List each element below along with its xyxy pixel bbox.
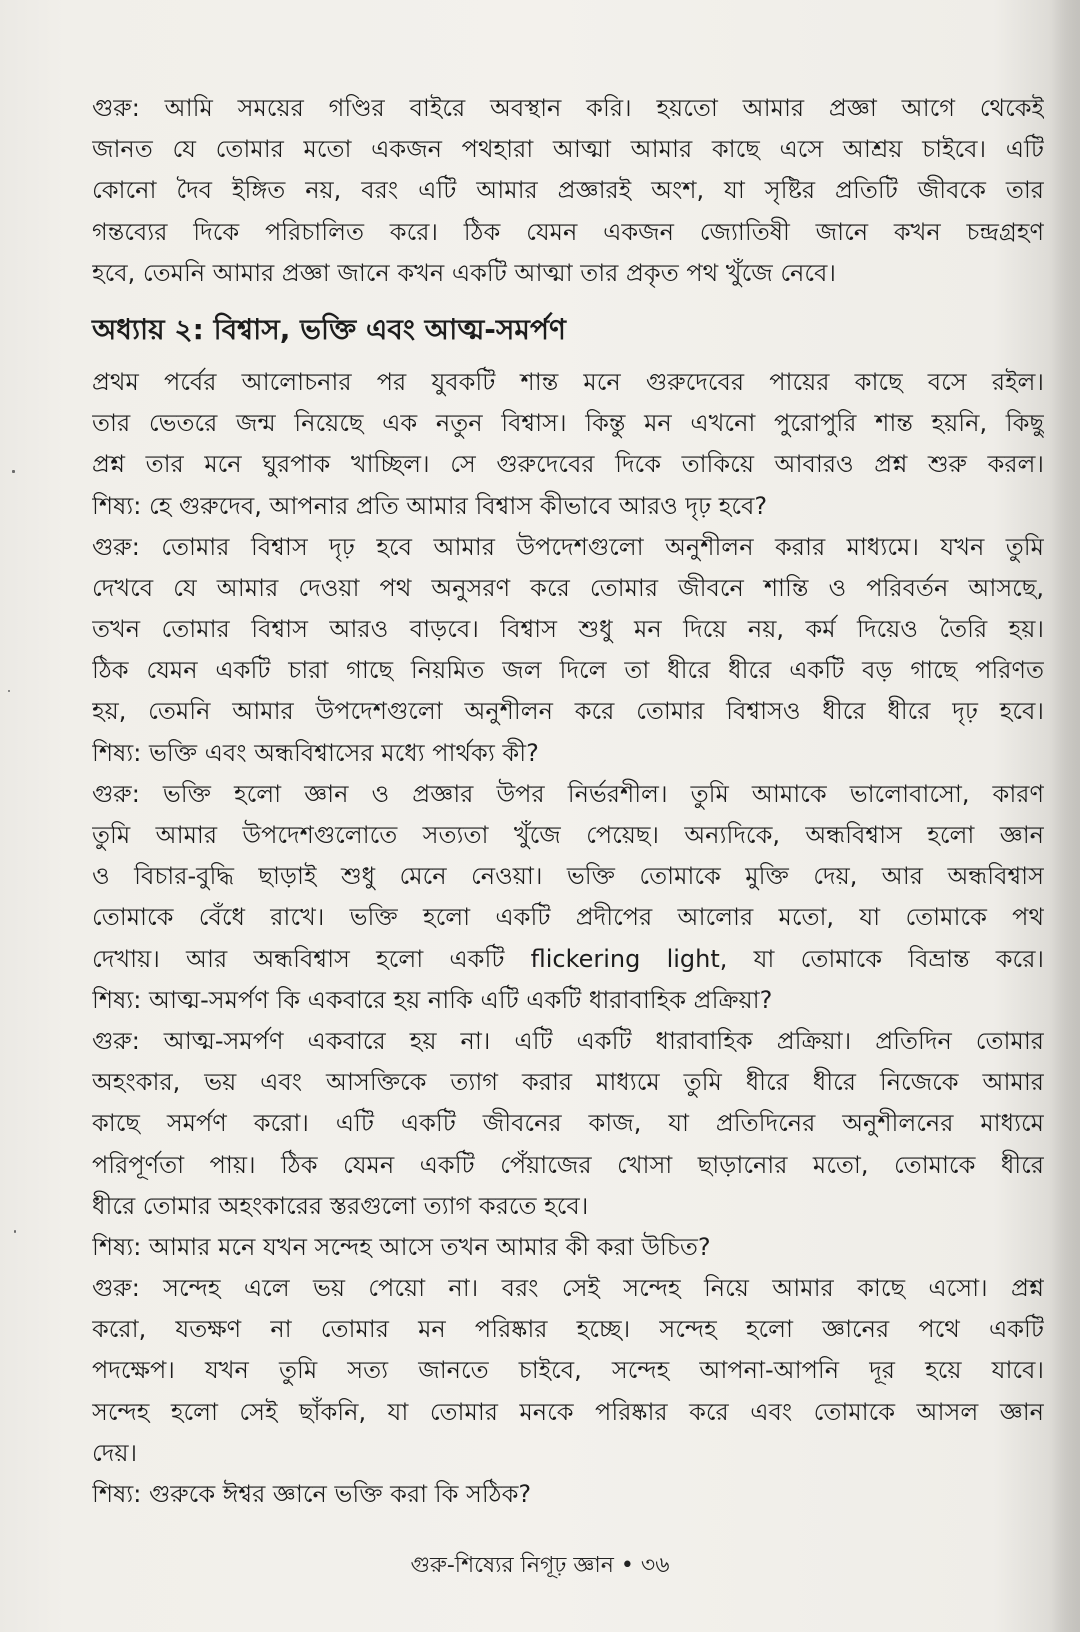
chapter-heading: অধ্যায় ২: বিশ্বাস, ভক্তি এবং আত্ম-সমর্পণ: [92, 312, 566, 346]
text-line: প্রশ্ন তার মনে ঘুরপাক খাচ্ছিল। সে গুরুদেবের দিকে তাকিয়ে আবারও প্রশ্ন শুরু করল।: [92, 450, 1044, 479]
text-line: জানত যে তোমার মতো একজন পথহারা আত্মা আমার কাছে এসে আশ্রয় চাইবে। এটি: [92, 135, 1044, 164]
text-line: প্রথম পর্বের আলোচনার পর যুবকটি শান্ত মনে গুরুদেবের পায়ের কাছে বসে রইল।: [92, 367, 1044, 396]
text-line: গুরু: আমি সময়ের গণ্ডির বাইরে অবস্থান করি। হয়তো আমার প্রজ্ঞা আগে থেকেই: [92, 94, 1044, 122]
text-line: অহংকার, ভয় এবং আসক্তিকে ত্যাগ করার মাধ্যমে তুমি ধীরে ধীরে নিজেকে আমার: [92, 1068, 1044, 1097]
text-line: তোমাকে বেঁধে রাখে। ভক্তি হলো একটি প্রদীপের আলোর মতো, যা তোমাকে পথ: [92, 903, 1044, 932]
text-line: শিষ্য: আত্ম-সমর্পণ কি একবারে হয় নাকি এটি একটি ধারাবাহিক প্রক্রিয়া?: [92, 985, 773, 1014]
dust-speck: [12, 470, 15, 473]
text-line: ও বিচার-বুদ্ধি ছাড়াই শুধু মেনে নেওয়া। ভক্তি তোমাকে মুক্তি দেয়, আর অন্ধবিশ্বাস: [92, 862, 1044, 891]
text-line: গুরু: ভক্তি হলো জ্ঞান ও প্রজ্ঞার উপর নির্ভরশীল। তুমি আমাকে ভালোবাসো, কারণ: [92, 779, 1044, 808]
text-line: গুরু: সন্দেহ এলে ভয় পেয়ো না। বরং সেই সন্দেহ নিয়ে আমার কাছে এসো। প্রশ্ন: [92, 1274, 1044, 1303]
text-line: শিষ্য: গুরুকে ঈশ্বর জ্ঞানে ভক্তি করা কি সঠিক?: [92, 1480, 532, 1508]
text-line: দেখায়। আর অন্ধবিশ্বাস হলো একটি flickering light, যা তোমাকে বিভ্রান্ত করে।: [92, 944, 1044, 973]
text-line: তুমি আমার উপদেশগুলোতে সত্যতা খুঁজে পেয়েছ। অন্যদিকে, অন্ধবিশ্বাস হলো জ্ঞান: [92, 821, 1044, 849]
text-line: শিষ্য: আমার মনে যখন সন্দেহ আসে তখন আমার কী করা উচিত?: [92, 1232, 711, 1261]
text-line: সন্দেহ হলো সেই ছাঁকনি, যা তোমার মনকে পরিষ্কার করে এবং তোমাকে আসল জ্ঞান: [92, 1397, 1044, 1426]
text-line: ঠিক যেমন একটি চারা গাছে নিয়মিত জল দিলে তা ধীরে ধীরে একটি বড় গাছে পরিণত: [92, 656, 1044, 685]
paragraph-after-heading: [92, 362, 1044, 1515]
text-line: করো, যতক্ষণ না তোমার মন পরিষ্কার হচ্ছে। সন্দেহ হলো জ্ঞানের পথে একটি: [92, 1315, 1044, 1344]
text-line: শিষ্য: ভক্তি এবং অন্ধবিশ্বাসের মধ্যে পার্থক্য কী?: [92, 738, 539, 767]
text-line: ধীরে তোমার অহংকারের স্তরগুলো ত্যাগ করতে হবে।: [92, 1191, 589, 1220]
text-line: তার ভেতরে জন্ম নিয়েছে এক নতুন বিশ্বাস। কিন্তু মন এখনো পুরোপুরি শান্ত হয়নি, কিছু: [92, 409, 1044, 438]
text-line: কাছে সমর্পণ করো। এটি একটি জীবনের কাজ, যা প্রতিদিনের অনুশীলনের মাধ্যমে: [92, 1109, 1044, 1138]
page-body: [92, 88, 1044, 1515]
text-line: গুরু: আত্ম-সমর্পণ একবারে হয় না। এটি একটি ধারাবাহিক প্রক্রিয়া। প্রতিদিন তোমার: [92, 1026, 1044, 1055]
page-footer: গুরু-শিষ্যের নিগূঢ় জ্ঞান • ৩৬: [410, 1553, 670, 1578]
dust-speck: [14, 1230, 16, 1233]
text-line: কোনো দৈব ইঙ্গিত নয়, বরং এটি আমার প্রজ্ঞারই অংশ, যা সৃষ্টির প্রতিটি জীবকে তার: [92, 176, 1044, 205]
text-line: পরিপূর্ণতা পায়। ঠিক যেমন একটি পেঁয়াজের খোসা ছাড়ানোর মতো, তোমাকে ধীরে: [92, 1150, 1044, 1179]
text-line: গুরু: তোমার বিশ্বাস দৃঢ় হবে আমার উপদেশগুলো অনুশীলন করার মাধ্যমে। যখন তুমি: [92, 532, 1044, 561]
text-line: শিষ্য: হে গুরুদেব, আপনার প্রতি আমার বিশ্বাস কীভাবে আরও দৃঢ় হবে?: [92, 491, 768, 520]
text-line: দেখবে যে আমার দেওয়া পথ অনুসরণ করে তোমার জীবনে শান্তি ও পরিবর্তন আসছে,: [92, 573, 1044, 602]
text-line: পদক্ষেপ। যখন তুমি সত্য জানতে চাইবে, সন্দেহ আপনা-আপনি দূর হয়ে যাবে।: [92, 1356, 1044, 1385]
text-line: তখন তোমার বিশ্বাস আরও বাড়বে। বিশ্বাস শুধু মন দিয়ে নয়, কর্ম দিয়েও তৈরি হয়।: [92, 615, 1044, 644]
text-line: হয়, তেমনি আমার উপদেশগুলো অনুশীলন করে তোমার বিশ্বাসও ধীরে ধীরে দৃঢ় হবে।: [92, 697, 1044, 726]
text-line: দেয়।: [92, 1438, 138, 1467]
text-line: হবে, তেমনি আমার প্রজ্ঞা জানে কখন একটি আত্মা তার প্রকৃত পথ খুঁজে নেবে।: [92, 258, 836, 287]
paragraph-before-heading: [92, 88, 1044, 294]
text-line: গন্তব্যের দিকে পরিচালিত করে। ঠিক যেমন একজন জ্যোতিষী জানে কখন চন্দ্রগ্রহণ: [92, 217, 1044, 246]
dust-speck: [8, 690, 10, 692]
